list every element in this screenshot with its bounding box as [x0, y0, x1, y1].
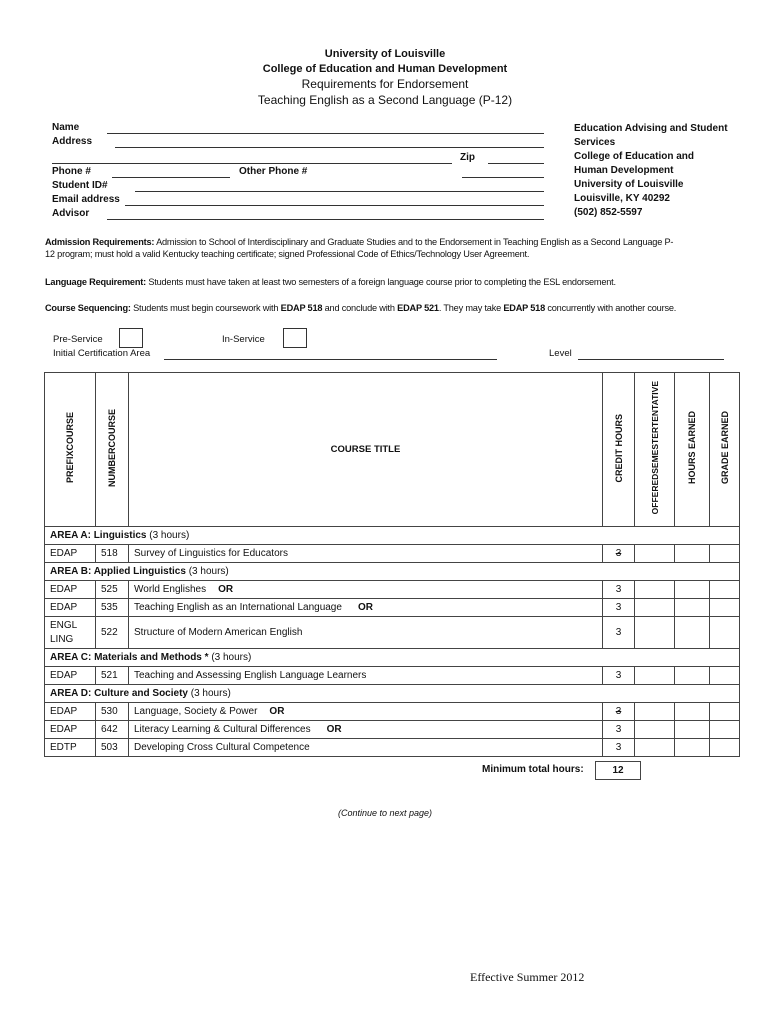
course-row — [45, 739, 740, 757]
name-label: Name — [52, 122, 80, 133]
course-prefix: EDTP — [45, 739, 96, 757]
admission-text-2: 12 program; must hold a valid Kentucky teaching certificate; signed Professional Code of Ethics/Technology User Agreement. — [45, 249, 530, 259]
credit-hours: 3 — [603, 739, 635, 757]
or-connector: OR — [326, 724, 342, 735]
grade-earned-cell — [710, 581, 740, 599]
credit-hours: 3 — [603, 545, 635, 563]
course-title-text: Structure of Modern American English — [134, 627, 303, 638]
area-heading — [45, 685, 740, 703]
course-title — [129, 667, 603, 685]
grade-earned-cell — [710, 667, 740, 685]
course-number: 518 — [96, 545, 129, 563]
area-heading-hours: (3 hours) — [187, 688, 231, 699]
grade-earned-cell — [710, 739, 740, 757]
course-prefix: EDAP — [45, 599, 96, 617]
area-heading-title: AREA A: Linguistics — [50, 530, 147, 541]
advisor-label: Advisor — [52, 208, 90, 219]
zip-label: Zip — [460, 152, 475, 163]
credit-hours: 3 — [603, 581, 635, 599]
course-row — [45, 545, 740, 563]
area-heading-hours: (3 hours) — [146, 530, 190, 541]
admission-label: Admission Requirements: — [45, 237, 155, 247]
contact-line: Education Advising and Student Services — [574, 123, 728, 148]
or-connector: OR — [218, 584, 234, 595]
header-earned — [675, 373, 710, 527]
header-credit — [603, 373, 635, 527]
course-title — [129, 739, 603, 757]
admission-requirements — [45, 236, 725, 260]
program-title: Teaching English as a Second Language (P-12) — [257, 93, 513, 107]
offered-semester-cell — [635, 599, 675, 617]
course-prefix: EDAP — [45, 581, 96, 599]
area-heading-title: AREA C: Materials and Methods * — [50, 652, 209, 663]
credit-hours: 3 — [603, 667, 635, 685]
course-number: 521 — [96, 667, 129, 685]
pre-service-checkbox[interactable] — [119, 328, 143, 348]
area-heading-row — [45, 563, 740, 581]
course-title-text: Developing Cross Cultural Competence — [134, 742, 310, 753]
offered-semester-cell — [635, 667, 675, 685]
contact-line: University of Louisville — [574, 179, 684, 190]
email-label: Email address — [52, 194, 120, 205]
phone-label: Phone # — [52, 166, 91, 177]
header-prefix — [45, 373, 96, 527]
course-title-text: Survey of Linguistics for Educators — [134, 548, 288, 559]
address-label: Address — [52, 136, 93, 147]
hours-earned-cell — [675, 599, 710, 617]
language-requirement — [45, 276, 725, 288]
credit-hours: 3 — [603, 599, 635, 617]
address-field-line2[interactable] — [52, 163, 452, 164]
area-heading-title: AREA D: Culture and Society — [50, 688, 188, 699]
course-rows — [45, 527, 740, 757]
course-row — [45, 721, 740, 739]
area-heading-row — [45, 527, 740, 545]
name-field[interactable] — [107, 133, 544, 134]
course-title — [129, 703, 603, 721]
offered-semester-cell — [635, 703, 675, 721]
course-prefix: ENGL LING — [45, 617, 96, 649]
course-row — [45, 599, 740, 617]
credit-hours: 3 — [603, 703, 635, 721]
hours-earned-cell — [675, 581, 710, 599]
other-phone-field[interactable] — [462, 177, 544, 178]
student-id-label: Student ID# — [52, 180, 108, 191]
university-title: University of Louisville — [324, 48, 446, 60]
header-number-text: NUMBERCOURSE — [107, 408, 117, 487]
min-total-label: Minimum total hours: — [482, 764, 584, 775]
offered-semester-cell — [635, 581, 675, 599]
course-number: 530 — [96, 703, 129, 721]
grade-earned-cell — [710, 703, 740, 721]
in-service-checkbox[interactable] — [283, 328, 307, 348]
sequencing-text: Students must begin coursework with — [130, 303, 281, 313]
header-credit-text: CREDIT HOURS — [613, 413, 624, 483]
pre-service-label: Pre-Service — [53, 334, 103, 345]
student-id-field[interactable] — [135, 191, 544, 192]
grade-earned-cell — [710, 617, 740, 649]
college-title: College of Education and Human Development — [262, 63, 508, 75]
course-title — [129, 617, 603, 649]
grade-earned-cell — [710, 721, 740, 739]
sequencing-text: concurrently with another course. — [545, 303, 677, 313]
table-header-row — [45, 373, 740, 527]
course-number: 535 — [96, 599, 129, 617]
offered-semester-cell — [635, 617, 675, 649]
offered-semester-cell — [635, 545, 675, 563]
contact-block — [574, 122, 770, 220]
phone-field[interactable] — [112, 177, 230, 178]
contact-line: Louisville, KY 40292 — [574, 193, 670, 204]
advisor-field[interactable] — [107, 219, 544, 220]
course-title-text: Literacy Learning & Cultural Differences — [134, 724, 311, 735]
initial-cert-field[interactable] — [164, 359, 497, 360]
course-title — [129, 581, 603, 599]
course-title-text: Language, Society & Power — [134, 706, 258, 717]
language-text: Students must have taken at least two semesters of a foreign language course prior to completing the ESL endorsement. — [145, 277, 616, 287]
course-row — [45, 667, 740, 685]
header-earned-text: HOURS EARNED — [687, 411, 697, 485]
area-heading — [45, 649, 740, 667]
credit-hours: 3 — [603, 721, 635, 739]
email-field[interactable] — [125, 205, 544, 206]
level-label: Level — [549, 348, 572, 359]
offered-semester-cell — [635, 721, 675, 739]
course-row — [45, 581, 740, 599]
header-offered — [635, 373, 675, 527]
continue-note: (Continue to next page) — [337, 808, 433, 818]
course-row — [45, 617, 740, 649]
course-prefix: EDAP — [45, 545, 96, 563]
course-ref: EDAP 518 — [503, 303, 546, 313]
course-ref: EDAP 521 — [397, 303, 439, 313]
or-connector: OR — [357, 602, 373, 613]
course-title — [129, 599, 603, 617]
course-prefix: EDAP — [45, 721, 96, 739]
area-heading — [45, 527, 740, 545]
hours-earned-cell — [675, 703, 710, 721]
contact-line: Human Development — [574, 165, 674, 176]
course-prefix: EDAP — [45, 703, 96, 721]
sequencing-label: Course Sequencing: — [45, 303, 131, 313]
course-prefix: EDAP — [45, 667, 96, 685]
other-phone-label: Other Phone # — [239, 166, 308, 177]
area-heading-hours: (3 hours) — [208, 652, 252, 663]
grade-earned-cell — [710, 545, 740, 563]
header-grade — [710, 373, 740, 527]
contact-line: College of Education and — [574, 151, 695, 162]
requirements-title: Requirements for Endorsement — [301, 77, 469, 91]
credit-hours: 3 — [603, 617, 635, 649]
course-sequencing — [45, 302, 725, 314]
header-prefix-text: PREFIXCOURSE — [65, 412, 75, 484]
hours-earned-cell — [675, 617, 710, 649]
area-heading-row — [45, 649, 740, 667]
sequencing-text: and conclude with — [322, 303, 398, 313]
course-number: 522 — [96, 617, 129, 649]
header-title: COURSE TITLE — [129, 373, 603, 527]
header-number — [96, 373, 129, 527]
area-heading-hours: (3 hours) — [185, 566, 229, 577]
initial-cert-label: Initial Certification Area — [53, 348, 151, 359]
min-total-value: 12 — [595, 761, 641, 780]
course-table — [44, 372, 740, 757]
area-heading — [45, 563, 740, 581]
or-connector: OR — [269, 706, 285, 717]
area-heading-row — [45, 685, 740, 703]
course-ref: EDAP 518 — [280, 303, 323, 313]
language-label: Language Requirement: — [45, 277, 146, 287]
header-grade-text: GRADE EARNED — [719, 411, 730, 485]
course-title-text: Teaching English as an International Language — [134, 602, 342, 613]
course-title — [129, 721, 603, 739]
course-number: 525 — [96, 581, 129, 599]
course-number: 642 — [96, 721, 129, 739]
address-field[interactable] — [115, 147, 544, 148]
offered-semester-cell — [635, 739, 675, 757]
area-heading-title: AREA B: Applied Linguistics — [50, 566, 186, 577]
hours-earned-cell — [675, 721, 710, 739]
header-offered-text: OFFEREDSEMESTERTENTATIVE — [649, 381, 660, 515]
admission-text: Admission to School of Interdisciplinary and Graduate Studies and to the Endorsement in Teaching English as a Second Language P- — [154, 237, 674, 247]
hours-earned-cell — [675, 739, 710, 757]
in-service-label: In-Service — [222, 334, 265, 345]
course-number: 503 — [96, 739, 129, 757]
course-title-text: Teaching and Assessing English Language Learners — [134, 670, 367, 681]
sequencing-text: . They may take — [438, 303, 504, 313]
course-row — [45, 703, 740, 721]
course-title-text: World Englishes — [134, 584, 207, 595]
zip-field[interactable] — [488, 163, 544, 164]
contact-line: (502) 852-5597 — [574, 207, 643, 218]
course-title — [129, 545, 603, 563]
hours-earned-cell — [675, 667, 710, 685]
level-field[interactable] — [578, 359, 724, 360]
hours-earned-cell — [675, 545, 710, 563]
grade-earned-cell — [710, 599, 740, 617]
footer-effective: Effective Summer 2012 — [470, 970, 585, 984]
